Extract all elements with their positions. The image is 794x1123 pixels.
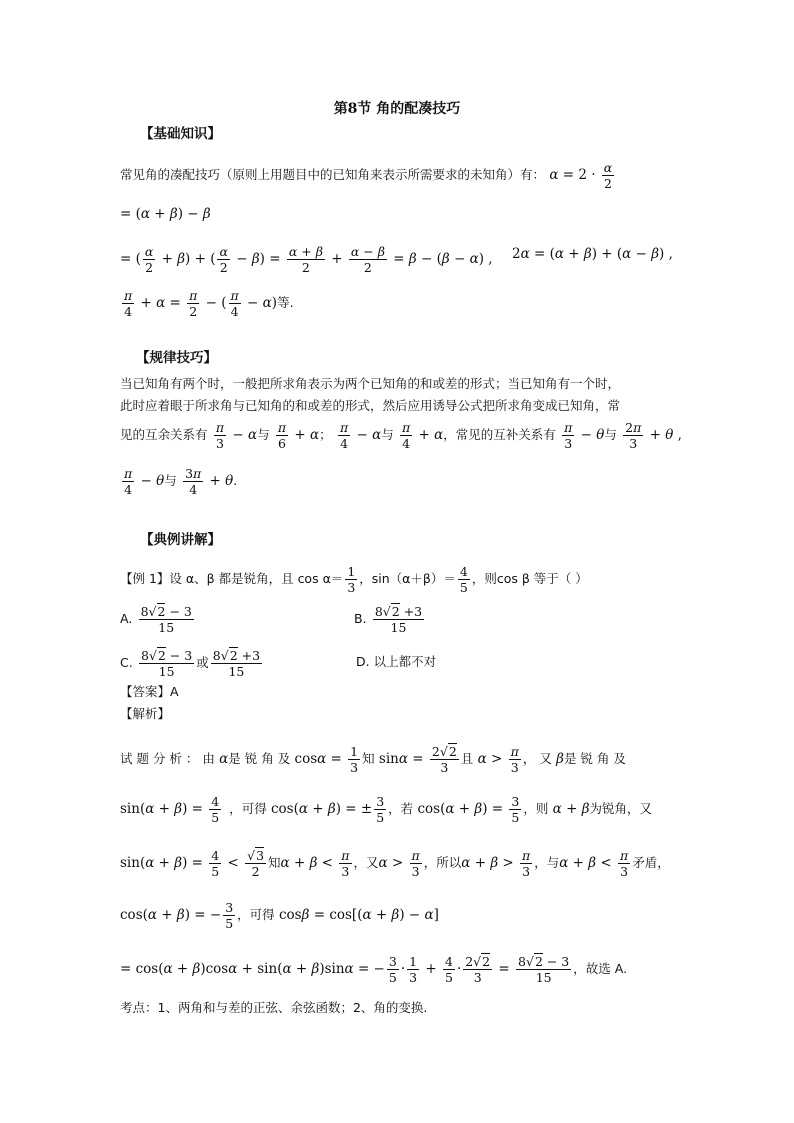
solution-line-3: sin(α + β) = $\frac{4}{5}$ < $\frac{√3}{2}$ 知α + β < $\frac{\pi}{3}$ ，又α > $\frac{\pi}{3}$ ，所以α + β > $\frac{\pi}{3}$ ，与α + β < $\frac{\pi}{3}$ 矛盾，: [120, 848, 670, 879]
example-1-mid: ，sin（α＋β）＝: [359, 571, 456, 586]
sol1c: 知: [362, 751, 375, 766]
basic-intro-line: 常见角的凑配技巧（原则上用题目中的已知角来表示所需要求的未知角）有： α = 2 · $\frac{\alpha}{2}$: [120, 160, 613, 191]
sol2b: ，若: [388, 801, 414, 816]
option-c-or: 或: [196, 655, 209, 670]
rules-line-3b-text: ，常见的互补关系有: [443, 427, 556, 442]
basic-end-text: 等.: [277, 295, 294, 310]
rules-with-4: 与: [164, 473, 177, 488]
option-b: B. $\frac{8√2 +3}{15}$: [354, 604, 423, 635]
rules-line-4: $\frac{\pi}{4}$ − θ与 $\frac{3\pi}{4}$ + θ.: [124, 466, 238, 497]
sol3c: ，所以: [423, 855, 462, 870]
sol1f: 是 锐 角 及: [563, 751, 626, 766]
formula-line-1: = (α + β) − β: [120, 206, 211, 222]
rules-with-3: 与: [604, 427, 617, 442]
option-a-label: A.: [120, 611, 133, 626]
option-a: A. $\frac{8√2 - 3}{15}$: [120, 604, 192, 635]
rules-line-1: 当已知角有两个时，一般把所求角表示为两个已知角的和或差的形式；当已知角有一个时，: [120, 376, 621, 391]
example-1-question: 【例 1】设 α、β 都是锐角，且 cos α＝ $\frac{1}{3}$ ，sin（α＋β）＝ $\frac{4}{5}$ ，则cos β 等于（ ）: [120, 564, 588, 595]
option-c: C. $\frac{8√2 - 3}{15}$ 或 $\frac{8√2 +3}{15}$: [120, 648, 261, 679]
sol3d: ，与: [534, 855, 560, 870]
sol2d: 为锐角，又: [589, 801, 653, 816]
example-1-prefix: 【例 1】设 α、β 都是锐角，且 cos α＝: [120, 571, 344, 586]
option-d: D. 以上都不对: [356, 654, 437, 669]
sol1d: 且: [460, 751, 474, 766]
sol1e: ， 又: [522, 751, 552, 766]
formula-line-2: = ( $\frac{\alpha}{2}$ + β) + ( $\frac{\alpha}{2}$ − β) = $\frac{\alpha + \beta}{2}$ + $\frac{\alpha - \beta}{2}$ = β − (β − α) ,: [120, 244, 493, 275]
sol3a: 知: [268, 855, 281, 870]
page-title: 第8节 角的配凑技巧: [333, 101, 461, 117]
rules-end: .: [233, 473, 238, 488]
sol3b: ，又: [353, 855, 379, 870]
rules-semicolon: ；: [319, 427, 332, 442]
rules-line-2: 此时应着眼于所求角与已知角的和或差的形式，然后应用诱导公式把所求角变成已知角，常: [120, 398, 621, 413]
rules-with-1: 与: [257, 427, 270, 442]
section-examples-heading: 【典例讲解】: [140, 532, 221, 548]
sol4a: ，可得: [237, 907, 275, 922]
solution-line-4: cos(α + β) = − $\frac{3}{5}$ ，可得 cosβ = cos[(α + β) − α]: [120, 900, 439, 931]
solution-line-5: = cos(α + β)cosα + sin(α + β)sinα = − $\frac{3}{5}$ · $\frac{1}{3}$ + $\frac{4}{5}$ · $\frac{2√2}{3}$ = $\frac{8√2 - 3}{15}$ ，故选 A.: [120, 954, 628, 985]
rules-line-3: 见的互余关系有 $\frac{\pi}{3}$ − α与 $\frac{\pi}{6}$ + α； $\frac{\pi}{4}$ − α与 $\frac{\pi}{4}$ + α，常见的互补关系有 $\frac{\pi}{3}$ − θ与 $\frac{2\pi}{3}$ + θ ,: [120, 420, 682, 451]
rules-line-3-text: 见的互余关系有: [120, 427, 208, 442]
basic-intro-text: 常见角的凑配技巧（原则上用题目中的已知角来表示所需要求的未知角）有：: [120, 167, 546, 182]
sol5-end: ，故选 A.: [573, 961, 628, 976]
formula-line-2b: 2α = (α + β) + (α − β) ,: [512, 246, 673, 262]
analysis-label: 【解析】: [120, 706, 171, 721]
sol3e: 矛盾，: [632, 855, 670, 870]
section-rules-heading: 【规律技巧】: [136, 350, 217, 366]
solution-line-2: sin(α + β) = $\frac{4}{5}$ ，可得 cos(α + β) = ± $\frac{3}{5}$ ，若 cos(α + β) = $\frac{3}{5}$ ，则 α + β为锐角，又: [120, 794, 653, 825]
note-line: 考点：1、两角和与差的正弦、余弦函数；2、角的变换.: [120, 1000, 428, 1015]
example-1-suffix: ，则cos β 等于（ ）: [471, 571, 588, 586]
formula-line-3: $\frac{\pi}{4}$ + α = $\frac{\pi}{2}$ − ( $\frac{\pi}{4}$ − α)等.: [124, 288, 294, 319]
sol2c: ，则: [523, 801, 549, 816]
option-c-label: C.: [120, 655, 133, 670]
sol2a: ，可得: [229, 801, 267, 816]
option-b-label: B.: [354, 611, 367, 626]
section-basic-heading: 【基础知识】: [140, 126, 221, 142]
sol1a: 试 题 分 析 ： 由: [120, 751, 215, 766]
answer-label: 【答案】A: [120, 684, 179, 699]
rules-with-2: 与: [381, 427, 394, 442]
solution-line-1: 试 题 分 析 ： 由 α是 锐 角 及 cosα = $\frac{1}{3}$ 知 sinα = $\frac{2√2}{3}$ 且 α > $\frac{\pi}{3}$ ， 又 β是 锐 角 及: [120, 744, 626, 775]
sol1b: 是 锐 角 及: [228, 751, 291, 766]
